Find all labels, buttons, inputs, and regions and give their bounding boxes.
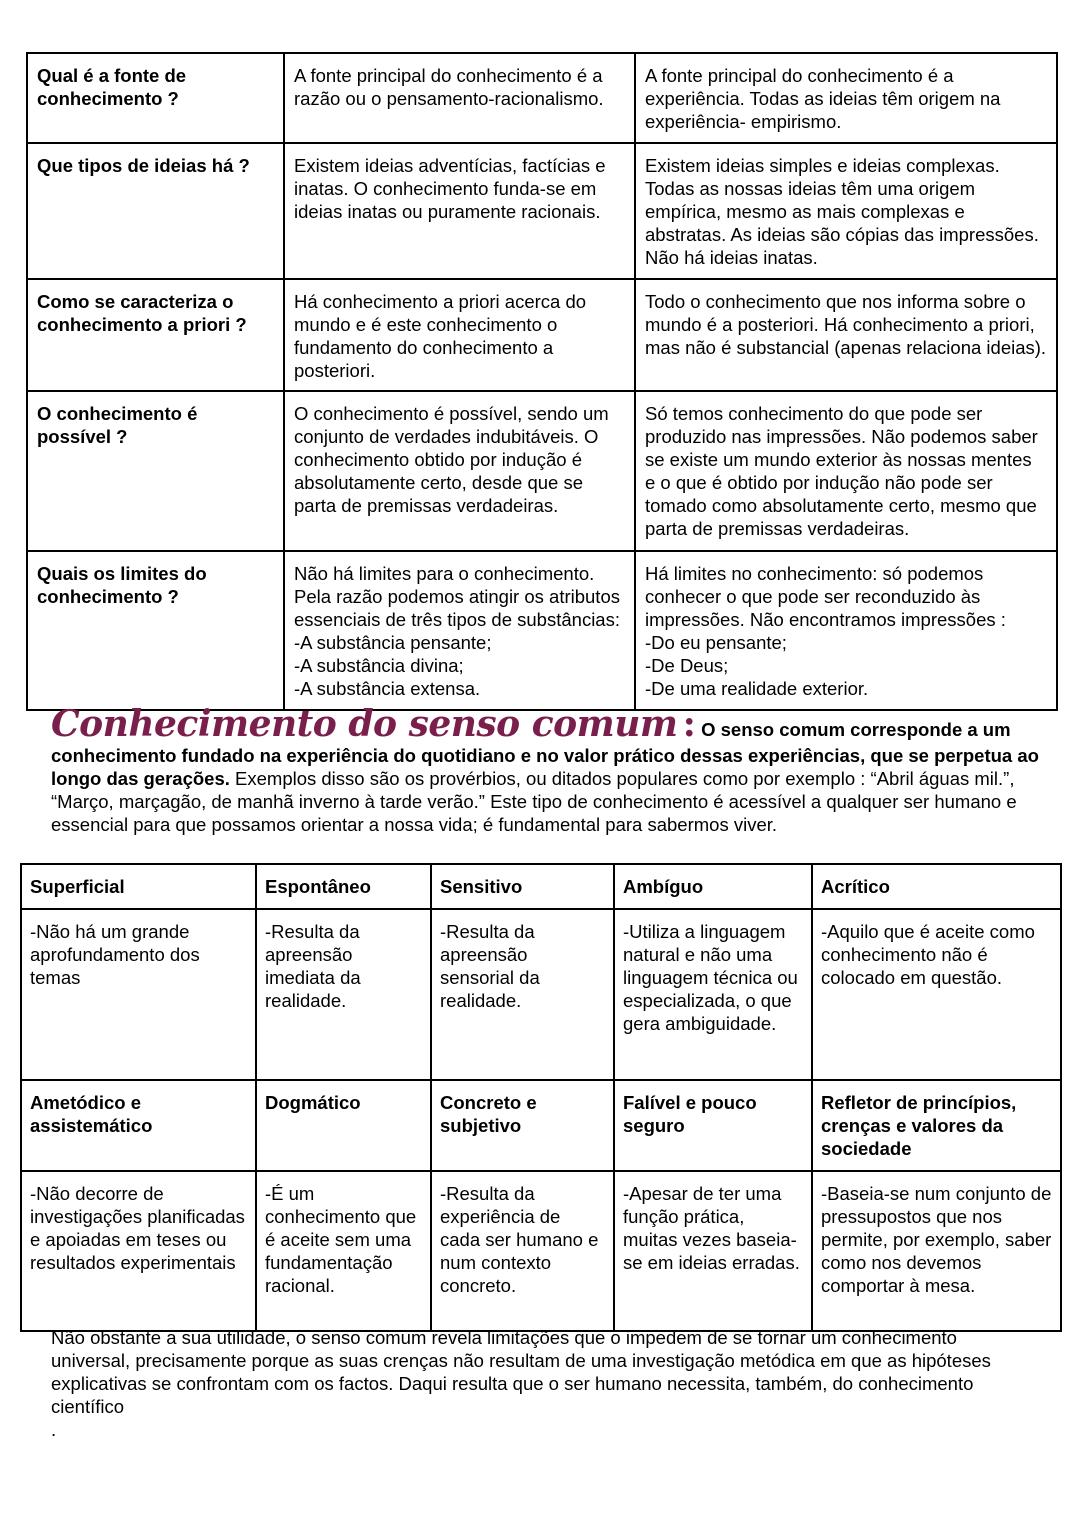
table-header-row bbox=[21, 1080, 1061, 1171]
racionalismo-cell: Não há limites para o conhecimento. Pela razão podemos atingir os atributos essenciais de três tipos de substâncias: -A substância pensante; -A substância divina; -A substância extensa. bbox=[284, 551, 635, 710]
question-cell: Como se caracteriza o conhecimento a priori ? bbox=[27, 279, 284, 391]
racionalismo-cell: A fonte principal do conhecimento é a razão ou o pensamento-racionalismo. bbox=[284, 53, 635, 143]
characteristic-header: Refletor de princípios, crenças e valores da sociedade bbox=[812, 1080, 1061, 1171]
table-header-row bbox=[21, 864, 1061, 909]
characteristic-description: -Aquilo que é aceite como conhecimento não é colocado em questão. bbox=[812, 909, 1061, 1080]
characteristic-header: Falível e pouco seguro bbox=[614, 1080, 812, 1171]
racionalismo-cell: Há conhecimento a priori acerca do mundo e é este conhecimento o fundamento do conhecimento a posteriori. bbox=[284, 279, 635, 391]
characteristic-description: -Resulta da experiência de cada ser humano e num contexto concreto. bbox=[431, 1171, 614, 1331]
characteristic-header: Ametódico e assistemático bbox=[21, 1080, 256, 1171]
characteristic-description: -Não decorre de investigações planificadas e apoiadas em teses ou resultados experimentais bbox=[21, 1171, 256, 1331]
definition-text: O senso comum corresponde a um conhecimento fundado na experiência do quotidiano e no valor prático dessas experiências, que se perpetua ao longo das gerações. bbox=[51, 719, 1039, 789]
table-row bbox=[27, 551, 1057, 710]
section-heading: Conhecimento do senso comum bbox=[51, 703, 678, 745]
characteristic-description: -É um conhecimento que é aceite sem uma fundamentação racional. bbox=[256, 1171, 431, 1331]
empirismo-cell: Todo o conhecimento que nos informa sobre o mundo é a posteriori. Há conhecimento a priori, mas não é substancial (apenas relaciona ideias). bbox=[635, 279, 1057, 391]
closing-text: Não obstante a sua utilidade, o senso comum revela limitações que o impedem de se tornar um conhecimento universal, precisamente porque as suas crenças não resultam de uma investigação metódica em que as hipóteses explicativas se confrontam com os factos. Daqui resulta que o ser humano necessita, também, do conhecimento científico bbox=[51, 1327, 991, 1417]
question-cell: Que tipos de ideias há ? bbox=[27, 143, 284, 279]
table-row bbox=[27, 279, 1057, 391]
racionalismo-empirismo-table bbox=[26, 52, 1058, 711]
characteristics-table bbox=[20, 863, 1062, 1332]
closing-period: . bbox=[51, 1419, 57, 1440]
question-cell: O conhecimento é possível ? bbox=[27, 391, 284, 551]
table-row bbox=[27, 391, 1057, 551]
heading-colon: : bbox=[682, 703, 696, 745]
closing-paragraph bbox=[51, 1326, 1041, 1441]
characteristic-header: Dogmático bbox=[256, 1080, 431, 1171]
empirismo-cell: Há limites no conhecimento: só podemos conhecer o que pode ser reconduzido às impressões. Não encontramos impressões : -Do eu pensante; -De Deus; -De uma realidade exterior. bbox=[635, 551, 1057, 710]
characteristic-description: -Não há um grande aprofundamento dos temas bbox=[21, 909, 256, 1080]
table-row bbox=[21, 909, 1061, 1080]
characteristic-header: Acrítico bbox=[812, 864, 1061, 909]
characteristic-header: Superficial bbox=[21, 864, 256, 909]
empirismo-cell: Só temos conhecimento do que pode ser produzido nas impressões. Não podemos saber se existe um mundo exterior às nossas mentes e o que é obtido por indução não pode ser tomado como absolutamente certo, mesmo que parta de premissas verdadeiras. bbox=[635, 391, 1057, 551]
characteristic-header: Ambíguo bbox=[614, 864, 812, 909]
racionalismo-cell: Existem ideias adventícias, factícias e inatas. O conhecimento funda-se em ideias inatas ou puramente racionais. bbox=[284, 143, 635, 279]
racionalismo-cell: O conhecimento é possível, sendo um conjunto de verdades indubitáveis. O conhecimento obtido por indução é absolutamente certo, desde que se parta de premissas verdadeiras. bbox=[284, 391, 635, 551]
characteristic-header: Sensitivo bbox=[431, 864, 614, 909]
table-row bbox=[27, 53, 1057, 143]
characteristic-description: -Resulta da apreensão imediata da realidade. bbox=[256, 909, 431, 1080]
senso-comum-section bbox=[51, 704, 1041, 836]
characteristic-description: -Apesar de ter uma função prática, muitas vezes baseia-se em ideias erradas. bbox=[614, 1171, 812, 1331]
table-row bbox=[21, 1171, 1061, 1331]
characteristic-description: -Baseia-se num conjunto de pressupostos que nos permite, por exemplo, saber como nos devemos comportar à mesa. bbox=[812, 1171, 1061, 1331]
examples-text: Exemplos disso são os provérbios, ou ditados populares como por exemplo : “Abril águas mil.”, “Março, marçagão, de manhã inverno à tarde verão.” Este tipo de conhecimento é acessível a qualquer ser humano e essencial para que possamos orientar a nossa vida; é fundamental para sabermos viver. bbox=[51, 768, 1017, 835]
characteristic-description: -Resulta da apreensão sensorial da realidade. bbox=[431, 909, 614, 1080]
characteristic-header: Espontâneo bbox=[256, 864, 431, 909]
characteristic-header: Concreto e subjetivo bbox=[431, 1080, 614, 1171]
empirismo-cell: A fonte principal do conhecimento é a experiência. Todas as ideias têm origem na experiência- empirismo. bbox=[635, 53, 1057, 143]
question-cell: Qual é a fonte de conhecimento ? bbox=[27, 53, 284, 143]
question-cell: Quais os limites do conhecimento ? bbox=[27, 551, 284, 710]
table-row bbox=[27, 143, 1057, 279]
characteristic-description: -Utiliza a linguagem natural e não uma linguagem técnica ou especializada, o que gera ambiguidade. bbox=[614, 909, 812, 1080]
empirismo-cell: Existem ideias simples e ideias complexas. Todas as nossas ideias têm uma origem empírica, mesmo as mais complexas e abstratas. As ideias são cópias das impressões. Não há ideias inatas. bbox=[635, 143, 1057, 279]
